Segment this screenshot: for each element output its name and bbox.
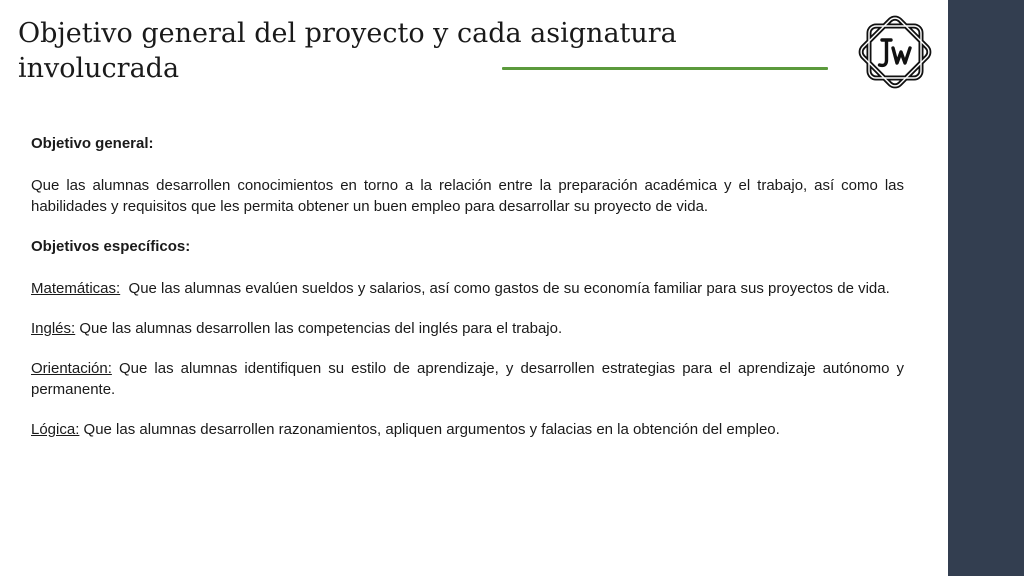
objective-text: Que las alumnas desarrollen razonamientos, apliquen argumentos y falacias en la obtención del empleo.: [79, 421, 780, 438]
general-objective-text: Que las alumnas desarrollen conocimientos en torno a la relación entre la preparación académica y el trabajo, así como las habilidades y requisitos que les permita obtener un buen empleo para desarrollar su proyecto de vida.: [31, 177, 904, 215]
subject-label: Matemáticas:: [31, 280, 121, 297]
slide-title: Objetivo general del proyecto y cada asignatura involucrada: [18, 18, 677, 84]
content-body: [31, 133, 909, 440]
objective-text: Que las alumnas identifiquen su estilo de aprendizaje, y desarrollen estrategias para el aprendizaje autónomo y permanente.: [31, 360, 909, 398]
objective-item-logica: [31, 419, 904, 440]
school-logo-icon: [855, 10, 935, 94]
objective-item-matematicas: [31, 278, 904, 299]
subject-label: Orientación:: [31, 360, 112, 377]
objective-item-orientacion: [31, 358, 909, 400]
objective-text: Que las alumnas desarrollen las competencias del inglés para el trabajo.: [75, 320, 563, 337]
side-band: [948, 0, 1024, 576]
general-objective-heading: Objetivo general:: [31, 135, 154, 152]
objective-item-ingles: [31, 318, 904, 339]
specific-objectives-heading: Objetivos específicos:: [31, 238, 191, 255]
subject-label: Lógica:: [31, 421, 80, 438]
subject-label: Inglés:: [31, 320, 76, 337]
title-underline: [502, 67, 828, 70]
objective-text: Que las alumnas evalúen sueldos y salarios, así como gastos de su economía familiar para sus proyectos de vida.: [120, 280, 890, 297]
